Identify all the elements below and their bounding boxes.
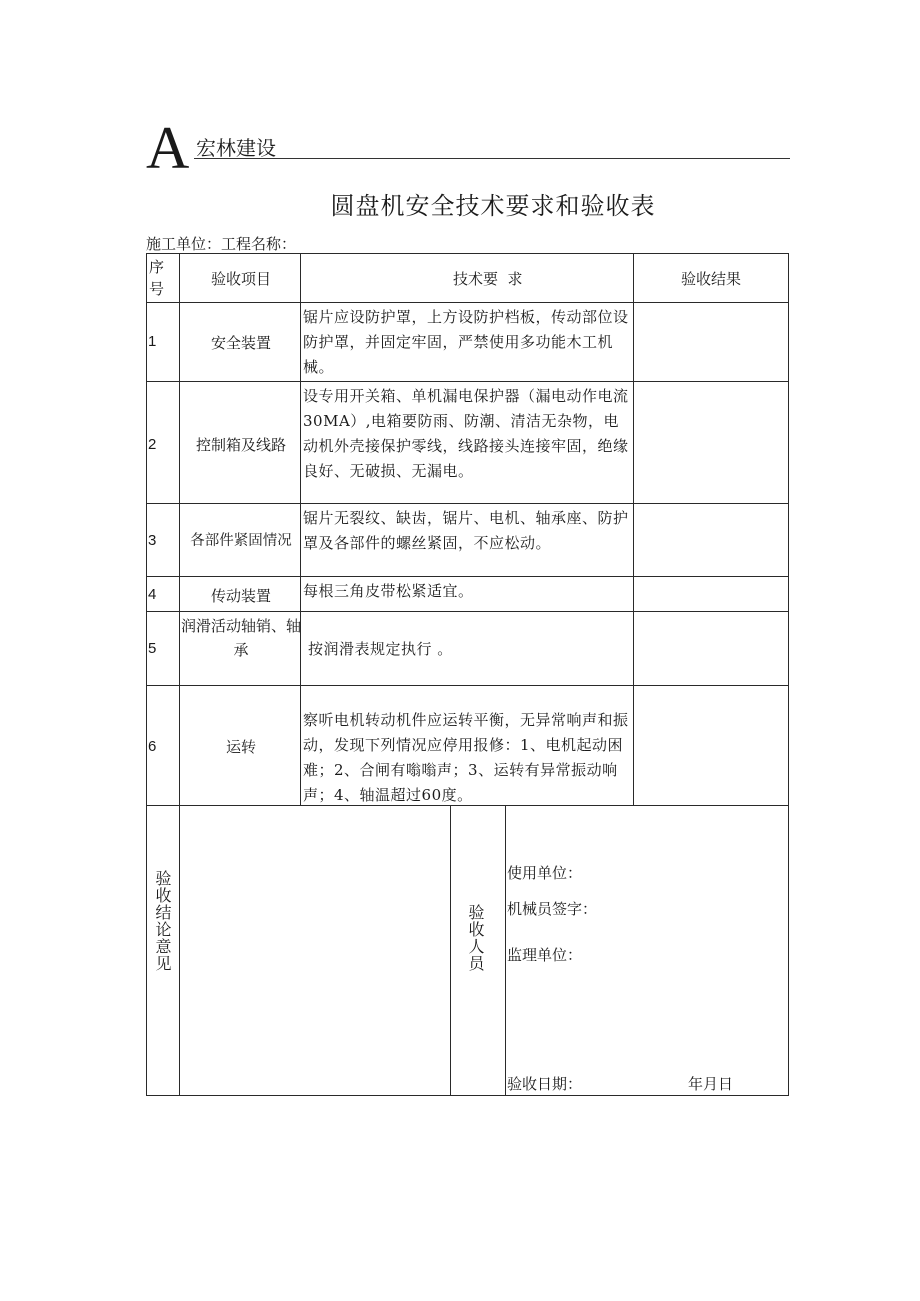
header-cell-item — [179, 253, 301, 303]
table-row-5-no — [146, 611, 180, 686]
row-item-label: 润滑活动轴销、轴承 — [180, 617, 301, 659]
header-item-label: 验收项目 — [210, 270, 271, 288]
row-item-label: 运转 — [225, 738, 256, 756]
table-row-2-requirement: 设专用开关箱、单机漏电保护器（漏电动作电流30MA）,电箱要防雨、防潮、清洁无杂物，电动机外壳接保护零线，线路接头连接牢固，绝缘良好、无破损、无漏电。 — [300, 381, 634, 504]
company-logo-mark: A — [146, 115, 188, 181]
header-divider — [194, 158, 790, 159]
table-row-4-no — [146, 576, 180, 612]
row-item-label: 控制箱及线路 — [195, 436, 286, 454]
table-row-3-item — [179, 503, 301, 577]
row-number: 1 — [148, 333, 157, 350]
company-name: 宏林建设 — [196, 136, 276, 160]
personnel-signature-area — [505, 805, 789, 1096]
table-row-4-item — [179, 576, 301, 612]
table-row-1-item — [179, 302, 301, 382]
table-row-2-result[interactable] — [633, 381, 789, 504]
header-cell-result — [633, 253, 789, 303]
row-number: 5 — [148, 640, 157, 657]
construction-unit-project-name: 施工单位：工程名称： — [146, 235, 297, 253]
table-row-5-result[interactable] — [633, 611, 789, 686]
table-row-6-item — [179, 685, 301, 806]
row-number: 3 — [148, 532, 157, 549]
table-row-6-result[interactable] — [633, 685, 789, 806]
header-cell-no — [146, 253, 180, 303]
table-row-6-requirement: 察听电机转动机件应运转平衡，无异常响声和振动，发现下列情况应停用报修：1、电机起动困难；2、合闸有嗡嗡声；3、运转有异常振动响声；4、轴温超过60度。 — [300, 685, 634, 806]
conclusion-label: 验收结论意见 — [153, 870, 172, 972]
table-row-2-no — [146, 381, 180, 504]
row-requirement-text: 按润滑表规定执行 。 — [308, 640, 453, 658]
page-title: 圆盘机安全技术要求和验收表 — [330, 192, 656, 220]
user-unit-label: 使用单位： — [507, 864, 583, 882]
row-item-label: 传动装置 — [210, 587, 271, 605]
table-row-6-no — [146, 685, 180, 806]
row-number: 2 — [148, 436, 157, 453]
header-no-label: 序 号 — [149, 258, 165, 298]
mechanic-signature-label: 机械员签字： — [507, 900, 598, 918]
header-result-label: 验收结果 — [680, 270, 741, 288]
supervisor-unit-label: 监理单位： — [507, 946, 583, 964]
row-number: 4 — [148, 586, 157, 603]
conclusion-input-area[interactable] — [179, 805, 451, 1096]
conclusion-label-cell — [146, 805, 180, 1096]
personnel-label: 验收人员 — [466, 904, 485, 972]
personnel-label-cell — [450, 805, 506, 1096]
table-row-3-requirement: 锯片无裂纹、缺齿，锯片、电机、轴承座、防护罩及各部件的螺丝紧固，不应松动。 — [300, 503, 634, 577]
table-row-2-item — [179, 381, 301, 504]
date-suffix: 年月日 — [688, 1075, 734, 1093]
table-row-5-requirement — [300, 611, 634, 686]
row-item-label: 各部件紧固情况 — [190, 533, 292, 549]
table-row-1-no — [146, 302, 180, 382]
table-row-4-result[interactable] — [633, 576, 789, 612]
row-item-label: 安全装置 — [210, 334, 271, 352]
acceptance-date-label: 验收日期： — [507, 1075, 583, 1093]
header-cell-requirement — [300, 253, 634, 303]
table-row-1-result[interactable] — [633, 302, 789, 382]
table-row-4-requirement: 每根三角皮带松紧适宜。 — [300, 576, 634, 612]
table-row-3-no — [146, 503, 180, 577]
table-row-1-requirement: 锯片应设防护罩，上方设防护档板，传动部位设防护罩，并固定牢固，严禁使用多功能木工机械。 — [300, 302, 634, 382]
table-row-5-item — [179, 611, 301, 686]
header-requirement-label: 技术要 求 — [453, 270, 523, 288]
row-number: 6 — [148, 738, 157, 755]
table-row-3-result[interactable] — [633, 503, 789, 577]
